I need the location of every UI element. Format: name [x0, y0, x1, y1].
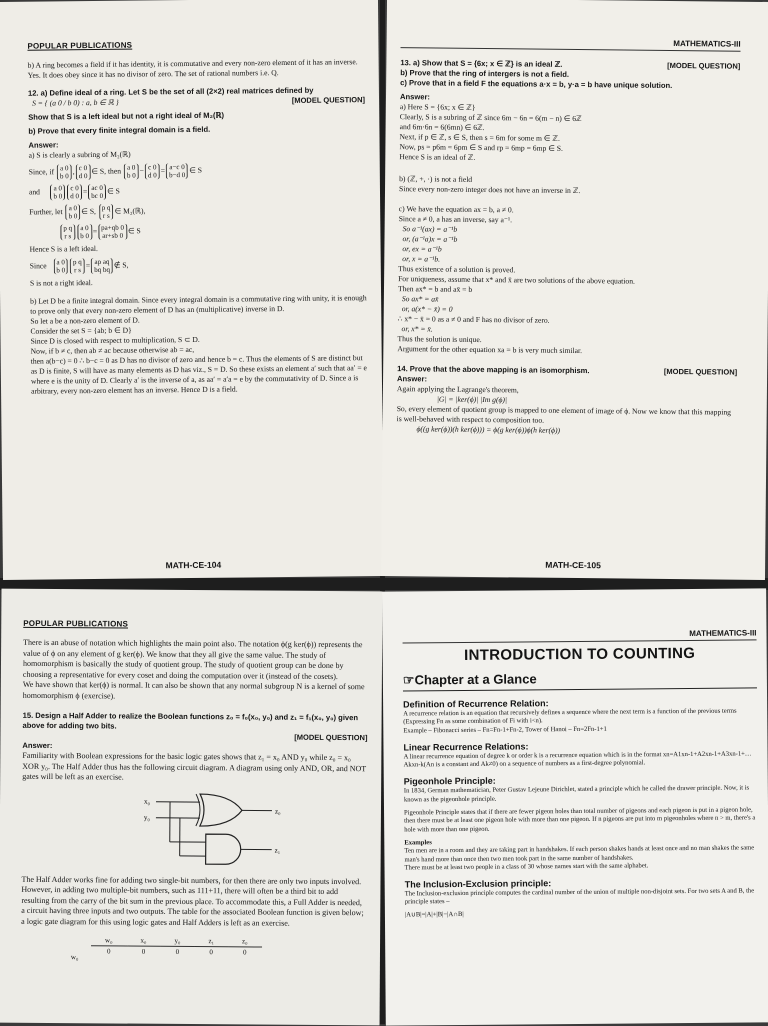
answer-a-5: Now, ps = p6m = 6pm ∈ S and rp = 6mp = 6mp ∈ S. [399, 142, 739, 156]
page-header: MATHEMATICS-III [402, 628, 756, 643]
section-heading-recurrence: Definition of Recurrence Relation: [403, 696, 757, 709]
question-12-show: Show that S is a left ideal but not a right ideal of M₂(ℝ) [28, 109, 365, 123]
half-adder-circuit-diagram [142, 789, 293, 870]
question-12-set-line: [MODEL QUESTION] S = { (a 0 / b 0) : a, b ∈ ℝ } [28, 95, 365, 109]
answer-c-10: So ax* = ax̄ [398, 294, 738, 308]
question-15: 15. Design a Half Adder to realize the Boolean functions z₀ = f₀(x₀, y₀) and z₁ = f₁(x₀, y₀) given above for adding two bits. [23, 711, 368, 733]
linear-recurrence-text: A linear recurrence equation of degree k or order k is a recurrence equation which is in the format xn=A1xn-1+A2xn-1+A3xn-1+…Akxn-k(An is a constant and Ak≠0) on a sequence of numbers as a first-degree polynomial. [404, 750, 758, 770]
table-cell: 0 [194, 947, 228, 958]
integral-domain-proof: b) Let D be a finite integral domain. Since every integral domain is a commutative ring with unity, it is enough to prove only that every non-zero element of D has an (multiplicative) inverse in D. [30, 293, 367, 317]
answer-c-7: Thus existence of a solution is proved. [398, 264, 738, 278]
answer-label: Answer: [400, 92, 740, 106]
full-adder-paragraph: The Half Adder works fine for adding two single-bit numbers, for then there are only two inputs involved. However, in adding two multiple-bit numbers, such as 111+11, there will often be a third bit to add resulting from the carry of the bit sum in the previous place. To accommodate this, a Full Adder is needed, a circuit having three inputs and two outputs. The table for the associated Boolean function is given below; a logic gate diagram for this using logic gates and Half Adders is left as an exercise. [21, 874, 366, 929]
proof-line-1: So let a be a non-zero element of D. [30, 313, 367, 327]
page-footer: MATH-CE-104 [3, 558, 384, 572]
matrix: a 0 b 0 [57, 164, 72, 180]
answer-c-13: or, x* = x̄. [398, 324, 738, 338]
page-gutter-horizontal [0, 578, 768, 590]
recurrence-definition: A recurrence relation is an equation that recursively defines a sequence where the next term is a function of the previous terms (Expressing Fn as some combination of Fi with i<n). [403, 707, 757, 727]
answer-c-3: So a⁻¹(ax) = a⁻¹b [399, 224, 739, 238]
full-adder-table-wrap [21, 935, 366, 958]
answer-label: Answer: [28, 137, 365, 151]
table-header: z₁ [194, 936, 228, 947]
page-header: POPULAR PUBLICATIONS [27, 38, 364, 51]
table-header: y₀ [160, 936, 194, 947]
input-y0-label: y₀ [144, 813, 151, 821]
answer-c-5: or, ex = a⁻¹b [398, 244, 738, 258]
question-13c: c) Prove that in a field F the equations a·x = b, y·a = b have unique solution. [400, 78, 740, 92]
answer-label: Answer: [397, 374, 737, 388]
answer-c-2: Since a ≠ 0, a has an inverse, say a⁻¹. [399, 214, 739, 228]
xor-gate [200, 794, 242, 826]
answer-c-9: Then ax* = b and ax̄ = b [398, 284, 738, 298]
answer-14-3: So, every element of quotient group is mapped to one element of image of ϕ. Now we know that this mapping is well-behaved with respect to composition too. [397, 404, 737, 428]
answer-a-line: a) S is clearly a subring of M₂(ℝ) [29, 147, 366, 161]
answer-14-1: Again applying the Lagrange's theorem, [397, 384, 737, 398]
full-adder-truth-table [91, 935, 262, 957]
page-introduction-to-counting [382, 588, 768, 1025]
answer-c-4: or, (a⁻¹a)x = a⁻¹b [398, 234, 738, 248]
and-gate [206, 834, 241, 864]
answer-c-8: For uniqueness, assume that x* and x̄ are two solutions of the above equation. [398, 274, 738, 288]
examples-label: Examples [404, 836, 758, 847]
table-cell: 0 [228, 947, 262, 958]
half-adder-explanation: Familiarity with Boolean expressions for the basic logic gates shows that z₁ = x₀ AND y₀ while z₀ = x₀ XOR y₀. The Half Adder thus has the following circuit diagram. A diagram using only AND, OR, and NOT gates will be left as an exercise. [22, 751, 367, 785]
inclusion-exclusion-text: The Inclusion-exclusion principle computes the cardinal number of the union of multiple non-disjoint sets. For two sets A and B, the principle states – [405, 888, 759, 908]
xor-gate-back-curve [196, 794, 200, 826]
right-multiplication: Since a 0 b 0p q r s= ap aq bq bq∉ S, [30, 255, 367, 275]
closure-under-subtraction: Since, if a 0 b 0, c 0 d 0∈ S, then a 0 b 0− c 0 d 0= a−c 0 b−d 0∈ S [29, 161, 366, 181]
inclusion-exclusion-formula: |A∪B|=|A|+|B|−|A∩B| [405, 908, 759, 919]
input-x0-label: x₀ [144, 797, 151, 805]
section-heading-pigeonhole: Pigeonhole Principle: [404, 774, 758, 787]
left-multiplication: p q r sa 0 b 0= pa+qb 0 ar+sb 0∈ S [29, 221, 366, 241]
answer-c-1: c) We have the equation ax = b, a ≠ 0. [399, 204, 739, 218]
answer-c-6: or, x = a⁻¹b. [398, 254, 738, 268]
alphabet-example: There must be at least two people in a class of 30 whose names start with the same alphabet. [404, 861, 758, 872]
question-13b: b) Prove that the ring of intergers is not a field. [400, 68, 740, 82]
proof-line-3: Since D is closed with respect to multiplication, S ⊂ D. [30, 333, 367, 347]
page-footer: MATH-CE-105 [381, 558, 765, 572]
page-math-ce-104 [0, 0, 384, 580]
left-ideal-conclusion: Hence S is a left ideal. [30, 241, 367, 255]
page-math-ce-105 [381, 0, 768, 580]
proof-line-4: Now, if b ≠ c, then ab ≠ ac because otherwise ab = ac, [31, 343, 368, 357]
notation-paragraph: There is an abuse of notation which highlights the main point also. The notation ϕ(g ker(ϕ)) represents the value of ϕ on any element of g ker(ϕ). We know that they all give the same value. The study of homomorphism is basically the study of quotient group. The study of quotient group can be done by choosing a representative for every coset and doing the computation over it (instead of the cosets). [23, 638, 368, 682]
model-question-tag: [MODEL QUESTION] [292, 95, 365, 106]
answer-a-3: and 6m·6n = 6(6mn) ∈ 6ℤ. [400, 122, 740, 136]
model-question-tag: [MODEL QUESTION] [667, 61, 740, 72]
question-14: [MODEL QUESTION] 14. Prove that the above mapping is an isomorphism. [397, 364, 737, 378]
answer-c-15: Argument for the other equation xa = b is very much similar. [397, 344, 737, 358]
answer-a-6: Hence S is an ideal of ℤ. [399, 152, 739, 166]
recurrence-example: Example – Fibonacci series – Fn=Fn-1+Fn-2, Tower of Hanoi – Fn=2Fn-1+1 [403, 724, 757, 735]
normal-subgroup-paragraph: We have shown that ker(ϕ) is normal. It can also be shown that any normal subgroup N is a kernel of some homomorphism ϕ (exercise). [23, 680, 368, 703]
answer-a-4: Next, if p ∈ ℤ, s ∈ S, then s = 6m for some m ∈ ℤ. [400, 132, 740, 146]
question-12b: b) Prove that every finite integral domain is a field. [28, 123, 365, 137]
question-12a: 12. a) Define ideal of a ring. Let S be the set of all (2×2) real matrices defined by [28, 85, 365, 99]
table-header: w₀ [91, 935, 127, 946]
table-cell: 0 [160, 946, 194, 957]
ring-field-text: b) A ring becomes a field if it has identity, it is commutative and every non-zero element of it has an inverse. [28, 57, 365, 71]
page-half-adder [0, 589, 383, 1026]
pigeonhole-history: In 1834, German mathematician, Peter Gustav Lejeune Dirichlet, stated a principle which he called the drawer principle. Now, it is known as the pigeonhole principle. [404, 785, 758, 805]
answer-a-2: Clearly, S is a subring of ℤ since 6m − 6n = 6(m − n) ∈ 6ℤ [400, 112, 740, 126]
homomorphism-equation: ϕ((g ker(ϕ))(h ker(ϕ))) = ϕ(g ker(ϕ))ϕ(h ker(ϕ)) [396, 424, 736, 438]
answer-c-14: Thus the solution is unique. [397, 334, 737, 348]
model-question-tag: [MODEL QUESTION] [664, 367, 737, 378]
output-z0-label: z₀ [275, 807, 281, 815]
answer-label: Answer: [22, 741, 367, 753]
answer-c-11: or, a(x* − x̄) = 0 [398, 304, 738, 318]
output-z1-label: z₁ [275, 846, 281, 854]
table-header: x₀ [127, 936, 161, 947]
chapter-title: INTRODUCTION TO COUNTING [403, 644, 757, 664]
further-let: Further, let a 0 b 0∈ S, p q r s∈ M₂(ℝ), [29, 201, 366, 221]
proof-line-2: Consider the set S = {ab; b ∈ D} [30, 323, 367, 337]
chapter-at-a-glance-heading: ☞Chapter at a Glance [403, 669, 757, 691]
answer-c-12: ∴ x* − x̄ = 0 as a ≠ 0 and F has no divisor of zero. [398, 314, 738, 328]
proof-line-5: then a(b−c) = 0 ∴ b−c = 0 as D has no divisor of zero and hence b = c. Thus the elements of S are distinct but as D is finite, S will have as many elements as D has viz., S = D. So these exists an element a′ such that aa′ = e where e is the unity of D. Clearly a′ is the inverse of a, as aa′ = a′a = e by the commutativity of D. Since a is arbitrary, every non-zero element has an inverse. Hence D is a field. [31, 353, 368, 397]
answer-a-1: a) Here S = {6x; x ∈ ℤ} [400, 102, 740, 116]
table-header: z₀ [228, 936, 262, 947]
section-heading-inclusion-exclusion: The Inclusion-Exclusion principle: [405, 877, 759, 890]
page-header: MATHEMATICS-III [401, 36, 741, 52]
ring-field-answer: Yes. It does obey since it has no divisor of zero. The set of rational numbers i.e. Q. [28, 67, 365, 81]
table-cell: 0 [91, 946, 127, 957]
question-13a: [MODEL QUESTION] 13. a) Show that S = {6x; x ∈ ℤ} is an ideal ℤ. [400, 58, 740, 72]
closure-under-product: and a 0 b 0c 0 d 0= ac 0 bc 0∈ S [29, 181, 366, 201]
lagrange-equation: |G| = |ker(ϕ)| |Im g(ϕ)| [397, 394, 737, 408]
table-cell: 0 [126, 946, 160, 957]
page-header: POPULAR PUBLICATIONS [23, 619, 368, 630]
table-row [91, 946, 262, 958]
handshake-example: Ten men are in a room and they are taking part in handshakes. If each person shakes hands at least once and no man shakes the same man's hand more than once then two men took part in the same number of handshakes. [404, 845, 758, 865]
pointing-hand-icon: ☞ [403, 672, 415, 687]
section-heading-linear: Linear Recurrence Relations: [403, 739, 757, 752]
answer-b-2: Since every non-zero integer does not have an inverse in ℤ. [399, 184, 739, 198]
model-question-tag: [MODEL QUESTION] [294, 733, 367, 744]
table-side-label: w₀ [71, 953, 79, 961]
not-right-ideal: S is not a right ideal. [30, 275, 367, 289]
pigeonhole-statement: Pigeonhole Principle states that if there are fewer pigeon holes than total number of pigeons and each pigeon is put in a pigeon hole, then there must be at least one pigeon hole with more than one pigeon. If n pigeons are put into m pigeonholes where n > m, there's a hole with more than one pigeon. [404, 806, 758, 834]
answer-b-1: b) (ℤ, +, ·) is not a field [399, 174, 739, 188]
